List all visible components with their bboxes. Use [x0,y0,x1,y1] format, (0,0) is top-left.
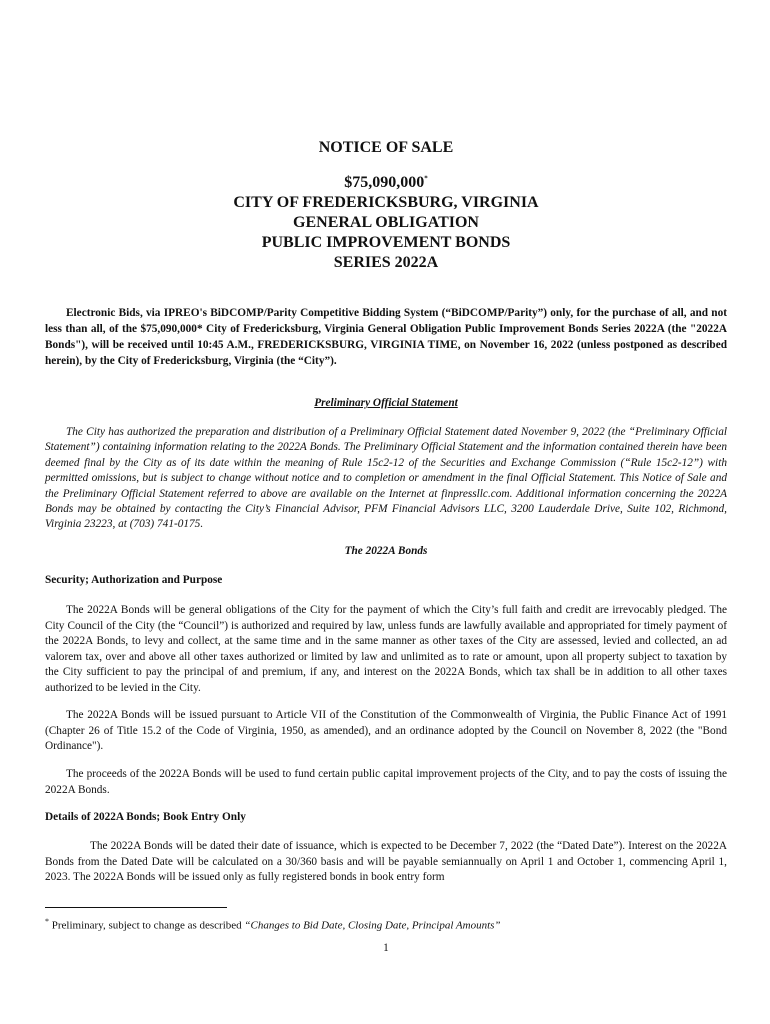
bond-amount-mark: * [424,174,428,183]
bonds-section-title: The 2022A Bonds [344,545,428,557]
security-paragraph-1: The 2022A Bonds will be general obligations of the City for the payment of which the City’s full faith and credit are irrevocably pledged. The City Council of the City (the “Council”) is authorized and required by law, unless funds are lawfully available and appropriated for timely payment of the 2022A Bonds, to levy and collect, at the same time and in the same manner as other taxes of the City are assessed, levied and collected, an ad valorem tax, over and above all other taxes authorized or limited by law and unlimited as to rate or amount, upon all property subject to taxation by the City sufficient to pay the principal of and premium, if any, and interest on the 2022A Bonds, which tax shall be in addition to all other taxes authorized to be levied in the City. [45,604,727,694]
security-paragraph-2: The 2022A Bonds will be issued pursuant to Article VII of the Constitution of the Commonwealth of Virginia, the Public Finance Act of 1991 (Chapter 26 of Title 15.2 of the Code of Virginia, 1950, as amended), and an ordinance adopted by the Council on November 8, 2022 (the "Bond Ordinance"). [45,709,727,753]
issuer-line: CITY OF FREDERICKSBURG, VIRGINIA [233,194,539,211]
footnote-mark: * [45,917,49,926]
details-paragraph-1: The 2022A Bonds will be dated their date of issuance, which is expected to be December 7, 2022 (the “Dated Date”). Interest on the 2022A Bonds from the Dated Date will be calculated on a 30/360 basis and will be payable semiannually on April 1 and October 1, commencing April 1, 2023. The 2022A Bonds will be issued only as fully registered bonds in book entry form [45,840,727,884]
bond-amount [45,173,727,193]
document-title: NOTICE OF SALE [318,139,454,156]
security-heading: Security; Authorization and Purpose [45,574,223,586]
footnote [45,915,501,933]
bond-heading [45,173,727,273]
footnote-divider [45,907,227,908]
obligation-line: GENERAL OBLIGATION [293,214,479,231]
details-heading: Details of 2022A Bonds; Book Entry Only [45,811,246,823]
security-paragraph-3: The proceeds of the 2022A Bonds will be used to fund certain public capital improvement projects of the City, and to pay the costs of issuing the 2022A Bonds. [45,768,727,796]
bond-amount-value: $75,090,000 [344,174,425,191]
footnote-reference: “Changes to Bid Date, Closing Date, Principal Amounts” [244,919,501,932]
bond-type-line: PUBLIC IMPROVEMENT BONDS [261,234,511,251]
footnote-text: Preliminary, subject to change as described [51,919,242,932]
pos-paragraph: The City has authorized the preparation and distribution of a Preliminary Official Statement dated November 9, 2022 (the “Preliminary Official Statement”) containing information relating to the 2022A Bonds. The Preliminary Official Statement and the information contained therein have been deemed final by the City as of its date within the meaning of Rule 15c2-12 of the Securities and Exchange Commission (“Rule 15c2-12”) with permitted omissions, but is subject to change without notice and to completion or amendment in the final Official Statement. This Notice of Sale and the Preliminary Official Statement referred to above are available on the Internet at finpressllc.com. Additional information concerning the 2022A Bonds may be obtained by contacting the City’s Financial Advisor, PFM Financial Advisors LLC, 3200 Lauderdale Drive, Suite 102, Richmond, Virginia 23223, at (703) 741-0175. [45,426,727,531]
series-line: SERIES 2022A [333,254,439,271]
intro-paragraph: Electronic Bids, via IPREO's BiDCOMP/Parity Competitive Bidding System (“BiDCOMP/Parity”) only, for the purchase of all, and not less than all, of the $75,090,000* City of Fredericksburg, Virginia General Obligation Public Improvement Bonds Series 2022A (the "2022A Bonds"), will be received until 10:45 A.M., FREDERICKSBURG, VIRGINIA TIME, on November 16, 2022 (unless postponed as described herein), by the City of Fredericksburg, Virginia (the “City”). [45,307,727,367]
pos-section-title: Preliminary Official Statement [314,397,458,409]
page-number: 1 [383,942,389,954]
